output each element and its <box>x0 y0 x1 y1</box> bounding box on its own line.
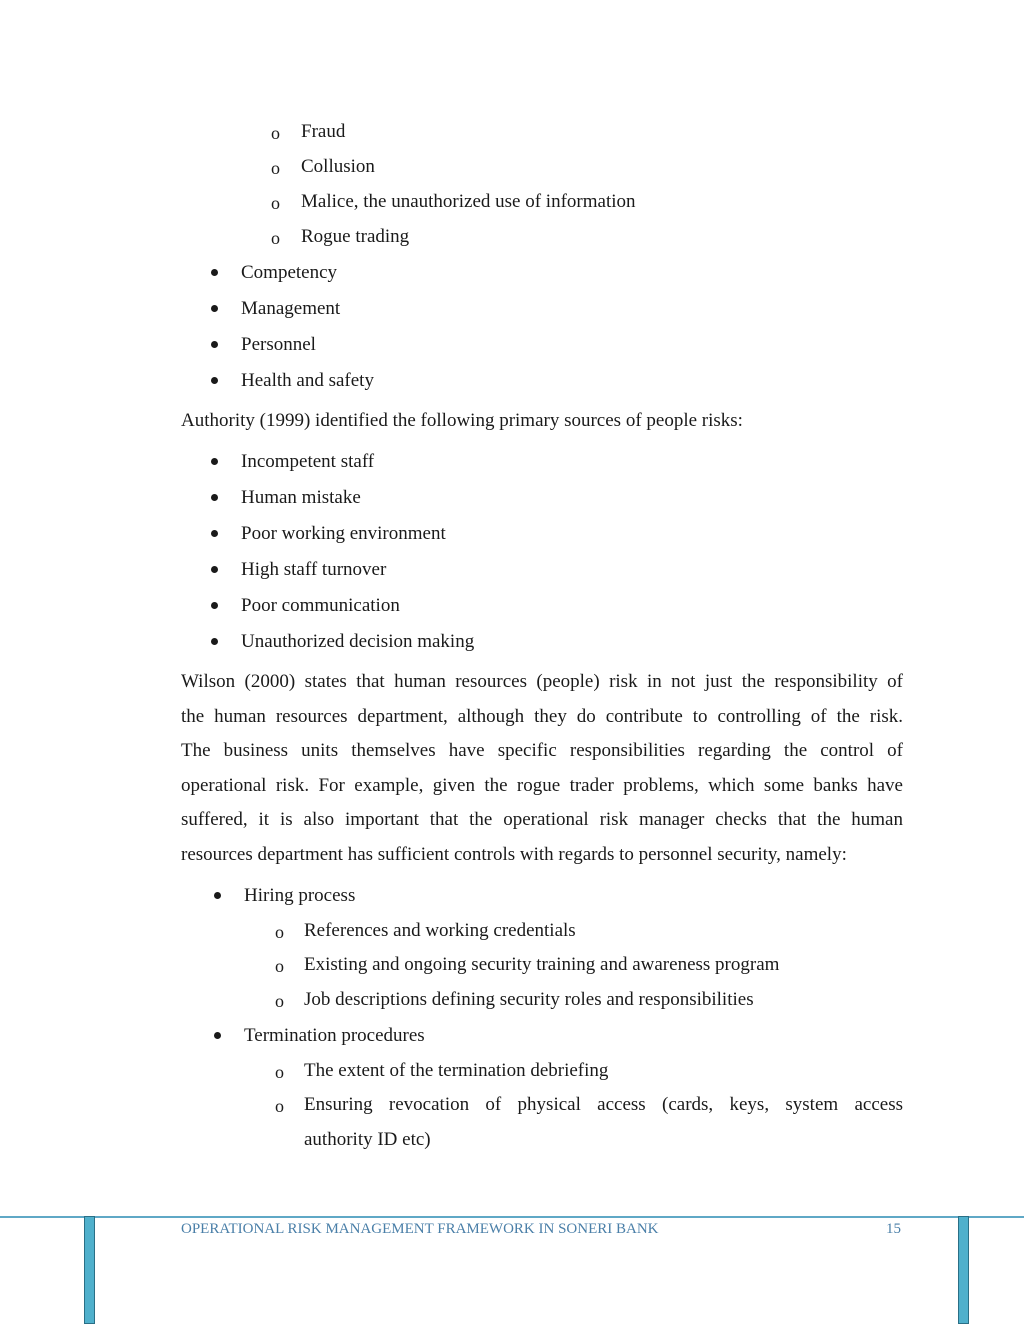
bullet-marker <box>211 458 218 465</box>
list-item: Human mistake <box>241 487 361 508</box>
list-item: Existing and ongoing security training and awareness program <box>304 954 780 975</box>
paragraph-authority: Authority (1999) identified the following primary sources of people risks: <box>181 410 743 431</box>
sub-bullet-marker: o <box>275 1096 284 1116</box>
list-item: Collusion <box>301 156 375 177</box>
list-item: High staff turnover <box>241 559 387 580</box>
page-number: 15 <box>886 1221 901 1237</box>
sub-bullet-marker: o <box>275 1062 284 1082</box>
list-item-continuation: authority ID etc) <box>304 1129 431 1150</box>
bullet-marker <box>214 892 221 899</box>
list-item: Job descriptions defining security roles and responsibilities <box>304 989 754 1010</box>
paragraph-line: Wilson (2000) states that human resources (people) risk in not just the responsibility of <box>181 671 903 692</box>
paragraph-line: The business units themselves have specific responsibilities regarding the control of <box>181 740 903 761</box>
list-item: Management <box>241 298 341 319</box>
bullet-marker <box>211 566 218 573</box>
footer-right-bar <box>958 1216 969 1324</box>
bullet-marker <box>214 1032 221 1039</box>
sub-bullet-marker: o <box>275 956 284 976</box>
paragraph-line: operational risk. For example, given the rogue trader problems, which some banks have <box>181 775 903 796</box>
bullet-marker <box>211 494 218 501</box>
footer-rule <box>0 1216 1024 1218</box>
sub-bullet-marker: o <box>271 158 280 178</box>
list-item-termination-procedures: Termination procedures <box>244 1025 425 1046</box>
sub-bullet-marker: o <box>271 228 280 248</box>
bullet-marker <box>211 377 218 384</box>
list-item: Competency <box>241 262 338 283</box>
paragraph-line: the human resources department, although they do contribute to controlling of the risk. <box>181 706 903 727</box>
list-item: Ensuring revocation of physical access (cards, keys, system access <box>304 1094 903 1115</box>
list-item: References and working credentials <box>304 920 576 941</box>
list-item: Poor communication <box>241 595 400 616</box>
footer-left-bar <box>84 1216 95 1324</box>
sub-bullet-marker: o <box>275 991 284 1011</box>
paragraph-line: resources department has sufficient controls with regards to personnel security, namely: <box>181 844 847 865</box>
sub-bullet-marker: o <box>271 123 280 143</box>
bullet-marker <box>211 638 218 645</box>
list-item: Health and safety <box>241 370 374 391</box>
sub-bullet-marker: o <box>271 193 280 213</box>
bullet-marker <box>211 269 218 276</box>
list-item: Personnel <box>241 334 316 355</box>
bullet-marker <box>211 341 218 348</box>
sub-bullet-marker: o <box>275 922 284 942</box>
list-item: Unauthorized decision making <box>241 631 475 652</box>
list-item: Poor working environment <box>241 523 446 544</box>
list-item: Incompetent staff <box>241 451 375 472</box>
bullet-marker <box>211 305 218 312</box>
list-item: The extent of the termination debriefing <box>304 1060 609 1081</box>
bullet-marker <box>211 602 218 609</box>
paragraph-line: suffered, it is also important that the operational risk manager checks that the human <box>181 809 903 830</box>
footer-title: OPERATIONAL RISK MANAGEMENT FRAMEWORK IN SONERI BANK <box>181 1221 659 1237</box>
list-item: Rogue trading <box>301 226 410 247</box>
list-item: Malice, the unauthorized use of information <box>301 191 636 212</box>
list-item-hiring-process: Hiring process <box>244 885 356 906</box>
list-item: Fraud <box>301 121 346 142</box>
bullet-marker <box>211 530 218 537</box>
